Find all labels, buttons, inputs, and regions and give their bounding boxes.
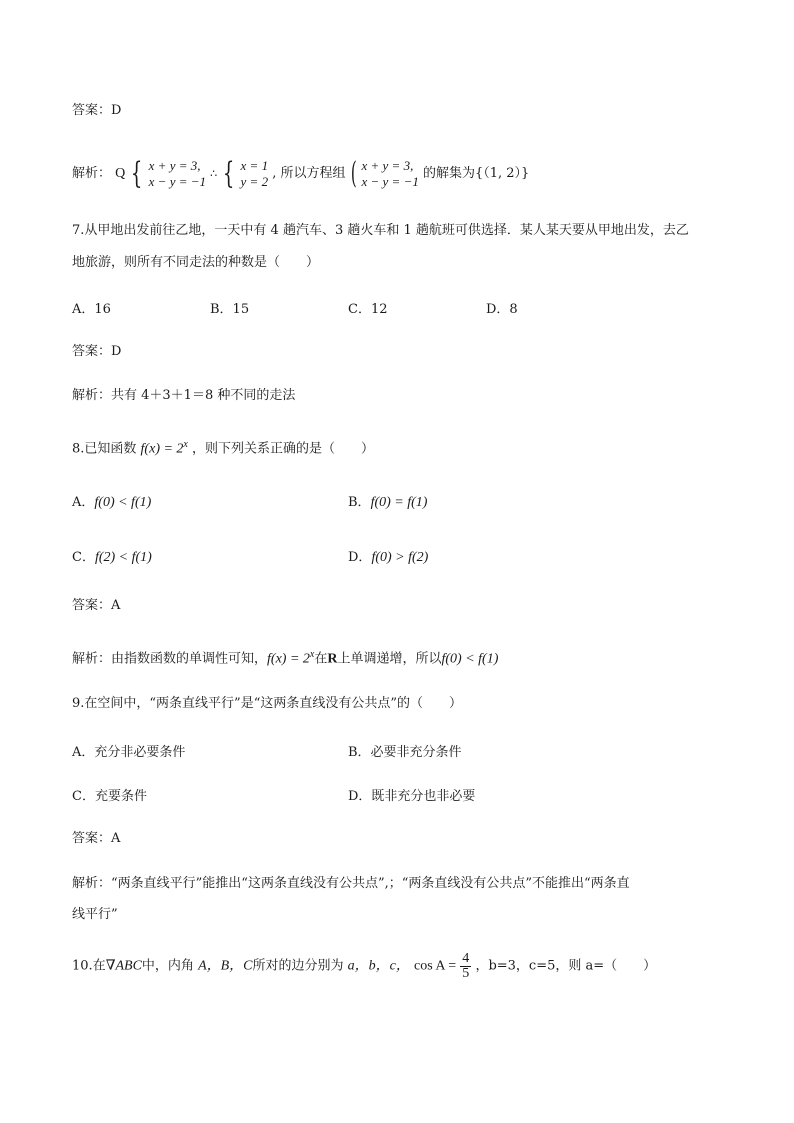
because-symbol: Q [115,166,126,181]
q9-option-c-text: C．充要条件 [72,789,147,804]
q10-stem [72,952,656,981]
q6-answer-text: 答案：D [72,103,122,118]
q9-solution-line-1 [72,875,630,893]
q7-option-a [72,298,111,317]
fraction-numerator: 4 [462,951,470,966]
q8-solution-function: f(x) = 2 [267,651,310,667]
q10-stem-mid2: 所对的边分别为 [252,958,344,974]
fraction-denominator: 5 [462,966,470,981]
equation-system-2 [241,158,269,190]
cos-a-label: cos A = [414,958,457,974]
q8-option-a [72,491,151,511]
q7-option-b-text: B．15 [210,302,250,317]
system-1-row-2: x − y = −1 [148,174,207,189]
q9-option-a [72,741,185,760]
q8-option-a-math: f(0) < f(1) [94,495,152,510]
q6-solution [72,158,529,190]
q8-option-c-label: C． [72,550,95,565]
system-2-row-2: y = 2 [240,174,269,189]
q9-answer-text: 答案：A [72,831,121,846]
q9-solution-line-2 [72,906,118,924]
q9-stem [72,695,462,713]
equation-system-3 [361,158,418,190]
q8-option-b-math: f(0) = f(1) [370,495,428,510]
q10-sides: a，b，c， [347,958,410,974]
q8-option-b-label: B． [348,495,371,510]
q6-solution-label: 解析： [72,166,112,181]
triangle-abc: ∇ABC [105,958,142,974]
left-paren: ( [350,156,357,191]
q7-option-a-text: A．16 [72,302,111,317]
q7-answer-text: 答案：D [72,344,122,359]
q7-option-d [486,298,518,317]
q8-option-c-math: f(2) < f(1) [94,550,152,565]
q10-stem-mid: 中，内角 [141,958,194,974]
q9-stem-text: 9.在空间中，“两条直线平行”是“这两条直线没有公共点”的（ ） [72,696,462,711]
q9-answer [72,830,120,848]
q9-option-b [348,741,462,760]
q9-option-a-text: A．充分非必要条件 [72,745,186,760]
q8-option-d-math: f(0) > f(2) [371,550,429,565]
q9-option-d [348,785,475,804]
q6-solution-mid-text: , 所以方程组 [272,166,346,181]
left-brace-2: { [223,156,235,191]
q8-solution-in: 在 [314,651,328,667]
q8-answer-text: 答案：A [72,598,121,613]
q7-stem-line-2 [72,254,319,272]
q8-option-b [348,491,427,511]
left-brace-1: { [131,156,143,191]
q9-solution-text-1: 解析：“两条直线平行”能推出“这两条直线没有公共点”,；“两条直线没有公共点”不能推出“两条直 [72,876,630,891]
q7-answer [72,343,121,361]
q8-solution-mid: 上单调递增，所以 [337,651,442,667]
q8-stem-prefix: 8.已知函数 [72,441,137,457]
q6-answer [72,102,121,120]
q7-option-c [348,298,388,317]
therefore-symbol: ∴ [210,168,218,180]
q8-option-d [348,546,428,566]
q7-solution-text: 解析：共有 4＋3＋1＝8 种不同的走法 [72,388,296,403]
q8-solution [72,646,498,668]
q7-stem-text-2: 地旅游，则所有不同走法的种数是（ ） [72,255,320,270]
q8-answer [72,597,120,615]
q6-solution-tail: 的解集为{（1, 2）} [422,166,530,181]
q7-stem-line-1 [72,222,689,240]
q8-solution-conclusion: f(0) < f(1) [441,651,499,667]
q7-stem-text-1: 7.从甲地出发前往乙地，一天中有 4 趟汽车、3 趟火车和 1 趟航班可供选择．某人某天要从甲地出发，去乙 [72,223,689,238]
q10-stem-tail: ，b=3，c=5，则 a=（ ） [475,958,657,974]
fraction-four-fifths [460,952,471,981]
q7-option-d-text: D．8 [486,302,518,317]
q9-solution-text-2: 线平行” [72,907,118,922]
system-3-row-1: x + y = 3, [361,158,414,173]
system-3-row-2: x − y = −1 [361,174,419,189]
system-1-row-1: x + y = 3, [148,158,201,173]
q8-stem-suffix: ，则下列关系正确的是（ ） [192,441,375,457]
real-numbers-symbol: R [327,651,338,667]
q8-solution-exponent: x [309,649,315,660]
q10-stem-prefix: 10.在 [72,958,106,974]
q9-option-b-text: B．必要非充分条件 [348,745,462,760]
q9-option-d-text: D．既非充分也非必要 [348,789,476,804]
equation-system-1 [149,158,206,190]
q8-option-d-label: D． [348,550,372,565]
q8-function-expr: f(x) = 2 [140,441,184,457]
q7-option-c-text: C．12 [348,302,388,317]
q9-option-c [72,785,147,804]
q7-option-b [210,298,249,317]
q8-solution-prefix: 解析：由指数函数的单调性可知， [72,651,268,667]
q10-angles: A，B，C [198,958,253,974]
q8-option-a-label: A． [72,495,95,510]
system-2-row-1: x = 1 [240,158,269,173]
q8-option-c [72,546,152,566]
q8-function-exponent: x [183,439,188,450]
q8-stem [72,436,374,458]
q7-solution [72,387,295,405]
